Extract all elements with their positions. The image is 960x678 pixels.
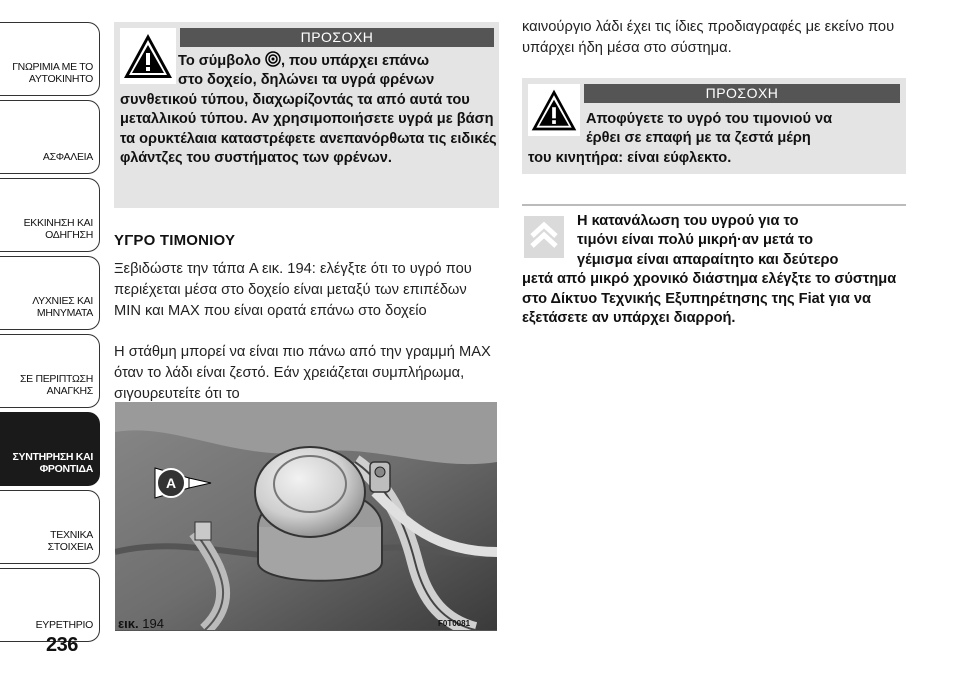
- note-text-line: Η κατανάλωση του υγρού για το: [577, 213, 799, 229]
- tab-gnorimia[interactable]: [0, 22, 100, 96]
- warning-text-line: έρθει σε επαφή με τα ζεστά μέρη: [586, 130, 811, 147]
- warning-text-part: Το σύμβολο: [178, 53, 261, 69]
- paragraph-continued: καινούργιο λάδι έχει τις ίδιες προδιαγραφές με εκείνο που υπάρχει ήδη μέσα στο σύστημα.: [522, 19, 895, 56]
- tab-label: ΕΚΚΙΝΗΣΗ ΚΑΙ ΟΔΗΓΗΣΗ: [23, 217, 93, 241]
- tab-anagkis[interactable]: [0, 334, 100, 408]
- note-text: [522, 212, 912, 328]
- warning-text-line: στο δοχείο, δηλώνει τα υγρά φρένων: [178, 72, 435, 89]
- tab-label: ΑΣΦΑΛΕΙΑ: [42, 151, 93, 163]
- warning-text-line: Αποφύγετε το υγρό του τιμονιού να: [586, 111, 833, 127]
- warning-text-body: συνθετικού τύπου, διαχωρίζοντάς τα από αυτά του μεταλλικού τύπου. Αν χρησιμοποιήσετε υγρά με βάση τα ορυκτέλαια καταστρέφετε ανεπανόρθωτα τις ειδικές φλάντζες του συστήματος των φρένων.: [120, 91, 497, 167]
- page-number: 236: [46, 634, 78, 656]
- tab-label: ΣΕ ΠΕΡΙΠΤΩΣΗ ΑΝΑΓΚΗΣ: [19, 373, 93, 397]
- section-title: ΥΓΡΟ ΤΙΜΟΝΙΟΥ: [114, 232, 236, 249]
- warning-box-flammable: [522, 78, 906, 174]
- figure-caption-number: 194: [142, 616, 164, 631]
- paragraph-check-level: Ξεβιδώστε την τάπα A εικ. 194: ελέγξτε ότι το υγρό που περιέχεται μέσα στο δοχείο είναι μεταξύ των επιπέδων MIN και MAX που είναι ορατά επάνω στο δοχείο: [114, 261, 472, 319]
- tab-syntirisi[interactable]: [0, 412, 100, 486]
- note-divider: [522, 204, 906, 206]
- figure-callout-a: A: [165, 475, 177, 491]
- paragraph-max-level: Η στάθμη μπορεί να είναι πιο πάνω από την γραμμή MAX όταν το λάδι είναι ζεστό. Εάν χρειάζεται συμπλήρωμα, σιγουρευτείτε ότι το: [114, 344, 491, 402]
- tab-label: ΓΝΩΡΙΜΙΑ ΜΕ ΤΟ ΑΥΤΟΚΙΝΗΤΟ: [12, 61, 93, 85]
- note-text-line: τιμόνι είναι πολύ μικρή·αν μετά το: [577, 232, 814, 249]
- brake-fluid-symbol-icon: [265, 51, 281, 67]
- tab-label: ΛΥΧΝΙΕΣ ΚΑΙ ΜΗΝΥΜΑΤΑ: [32, 295, 93, 319]
- figure-caption: [118, 616, 164, 631]
- warning-header: ΠΡΟΣΟΧΗ: [584, 84, 900, 103]
- warning-text: [528, 110, 906, 168]
- figure-194-reservoir-photo: [115, 402, 497, 631]
- note-text-line: γέμισμα είναι απαραίτητο και δεύτερο: [577, 251, 839, 268]
- tab-label: ΕΥΡΕΤΗΡΙΟ: [35, 619, 93, 631]
- figure-code: F0T0081: [438, 619, 471, 628]
- warning-box-brake-fluid: [114, 22, 499, 208]
- tab-lychnies[interactable]: [0, 256, 100, 330]
- tab-evretirio[interactable]: [0, 568, 100, 642]
- tab-label: ΣΥΝΤΗΡΗΣΗ ΚΑΙ ΦΡΟΝΤΙΔΑ: [12, 451, 93, 475]
- warning-text-part: , που υπάρχει επάνω: [280, 53, 430, 69]
- tab-technika[interactable]: [0, 490, 100, 564]
- warning-text-body: του κινητήρα: είναι εύφλεκτο.: [528, 149, 732, 166]
- note-text-body: μετά από μικρό χρονικό διάστημα ελέγξτε το σύστημα στο Δίκτυο Τεχνικής Εξυπηρέτησης της Fiat για να εξετάσετε αν υπάρχει διαρροή.: [522, 271, 897, 327]
- figure-caption-prefix: εικ.: [118, 616, 139, 631]
- tab-label: ΤΕΧΝΙΚΑ ΣΤΟΙΧΕΙΑ: [47, 529, 93, 553]
- warning-text: [120, 51, 500, 168]
- warning-header: ΠΡΟΣΟΧΗ: [180, 28, 494, 47]
- tab-asfaleia[interactable]: [0, 100, 100, 174]
- tab-ekkinisi[interactable]: [0, 178, 100, 252]
